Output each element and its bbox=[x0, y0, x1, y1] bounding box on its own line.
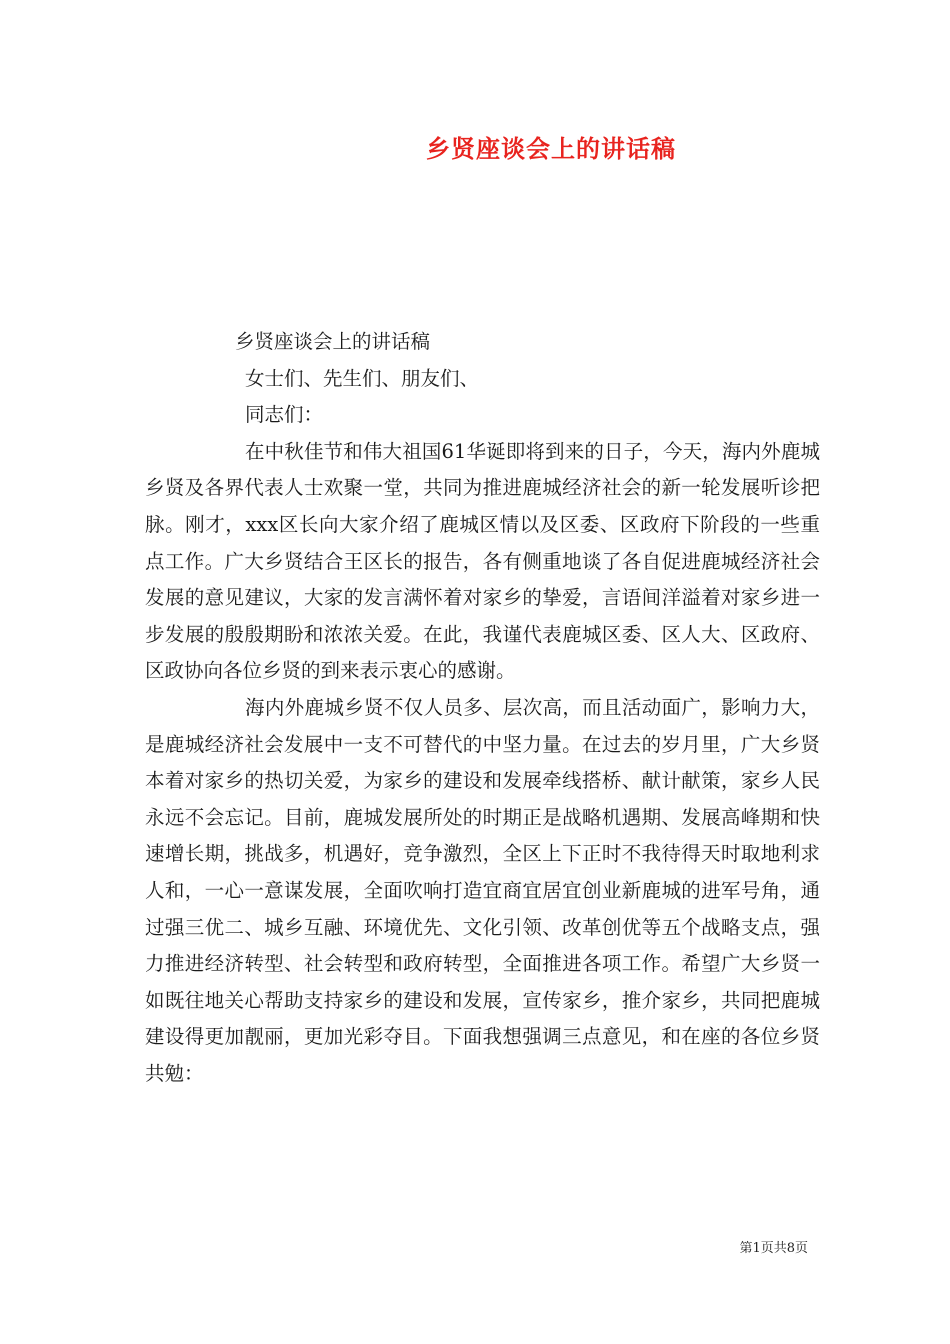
document-title: 乡贤座谈会上的讲话稿 bbox=[426, 134, 676, 163]
page-number: 第1页共8页 bbox=[739, 1241, 808, 1256]
body-paragraph-2: 海内外鹿城乡贤不仅人员多、层次高，而且活动面广，影响力大，是鹿城经济社会发展中一支不可替代的中坚力量。在过去的岁月里，广大乡贤本着对家乡的热切关爱，为家乡的建设和发展牵线搭桥、献计献策，家乡人民永远不会忘记。目前，鹿城发展所处的时期正是战略机遇期、发展高峰期和快速增长期，挑战多，机遇好，竞争激烈，全区上下正时不我待得天时取地利求人和，一心一意谋发展，全面吹响打造宜商宜居宜创业新鹿城的进军号角，通过强三优二、城乡互融、环境优先、文化引领、改革创优等五个战略支点，强力推进经济转型、社会转型和政府转型，全面推进各项工作。希望广大乡贤一如既往地关心帮助支持家乡的建设和发展，宣传家乡，推介家乡，共同把鹿城建设得更加靓丽，更加光彩夺目。下面我想强调三点意见，和在座的各位乡贤共勉： bbox=[145, 695, 820, 1085]
document-body bbox=[145, 324, 820, 1092]
salutation-line-1: 女士们、先生们、朋友们、 bbox=[245, 366, 480, 390]
salutation-line-2: 同志们： bbox=[245, 403, 324, 427]
body-paragraph-1: 在中秋佳节和伟大祖国61华诞即将到来的日子，今天，海内外鹿城乡贤及各界代表人士欢聚一堂，共同为推进鹿城经济社会的新一轮发展听诊把脉。刚才，xxx区长向大家介绍了鹿城区情以及区委、区政府下阶段的一些重点工作。广大乡贤结合王区长的报告，各有侧重地谈了各自促进鹿城经济社会发展的意见建议，大家的发言满怀着对家乡的挚爱，言语间洋溢着对家乡进一步发展的殷殷期盼和浓浓关爱。在此，我谨代表鹿城区委、区人大、区政府、区政协向各位乡贤的到来表示衷心的感谢。 bbox=[145, 439, 820, 683]
document-subtitle: 乡贤座谈会上的讲话稿 bbox=[235, 330, 431, 353]
